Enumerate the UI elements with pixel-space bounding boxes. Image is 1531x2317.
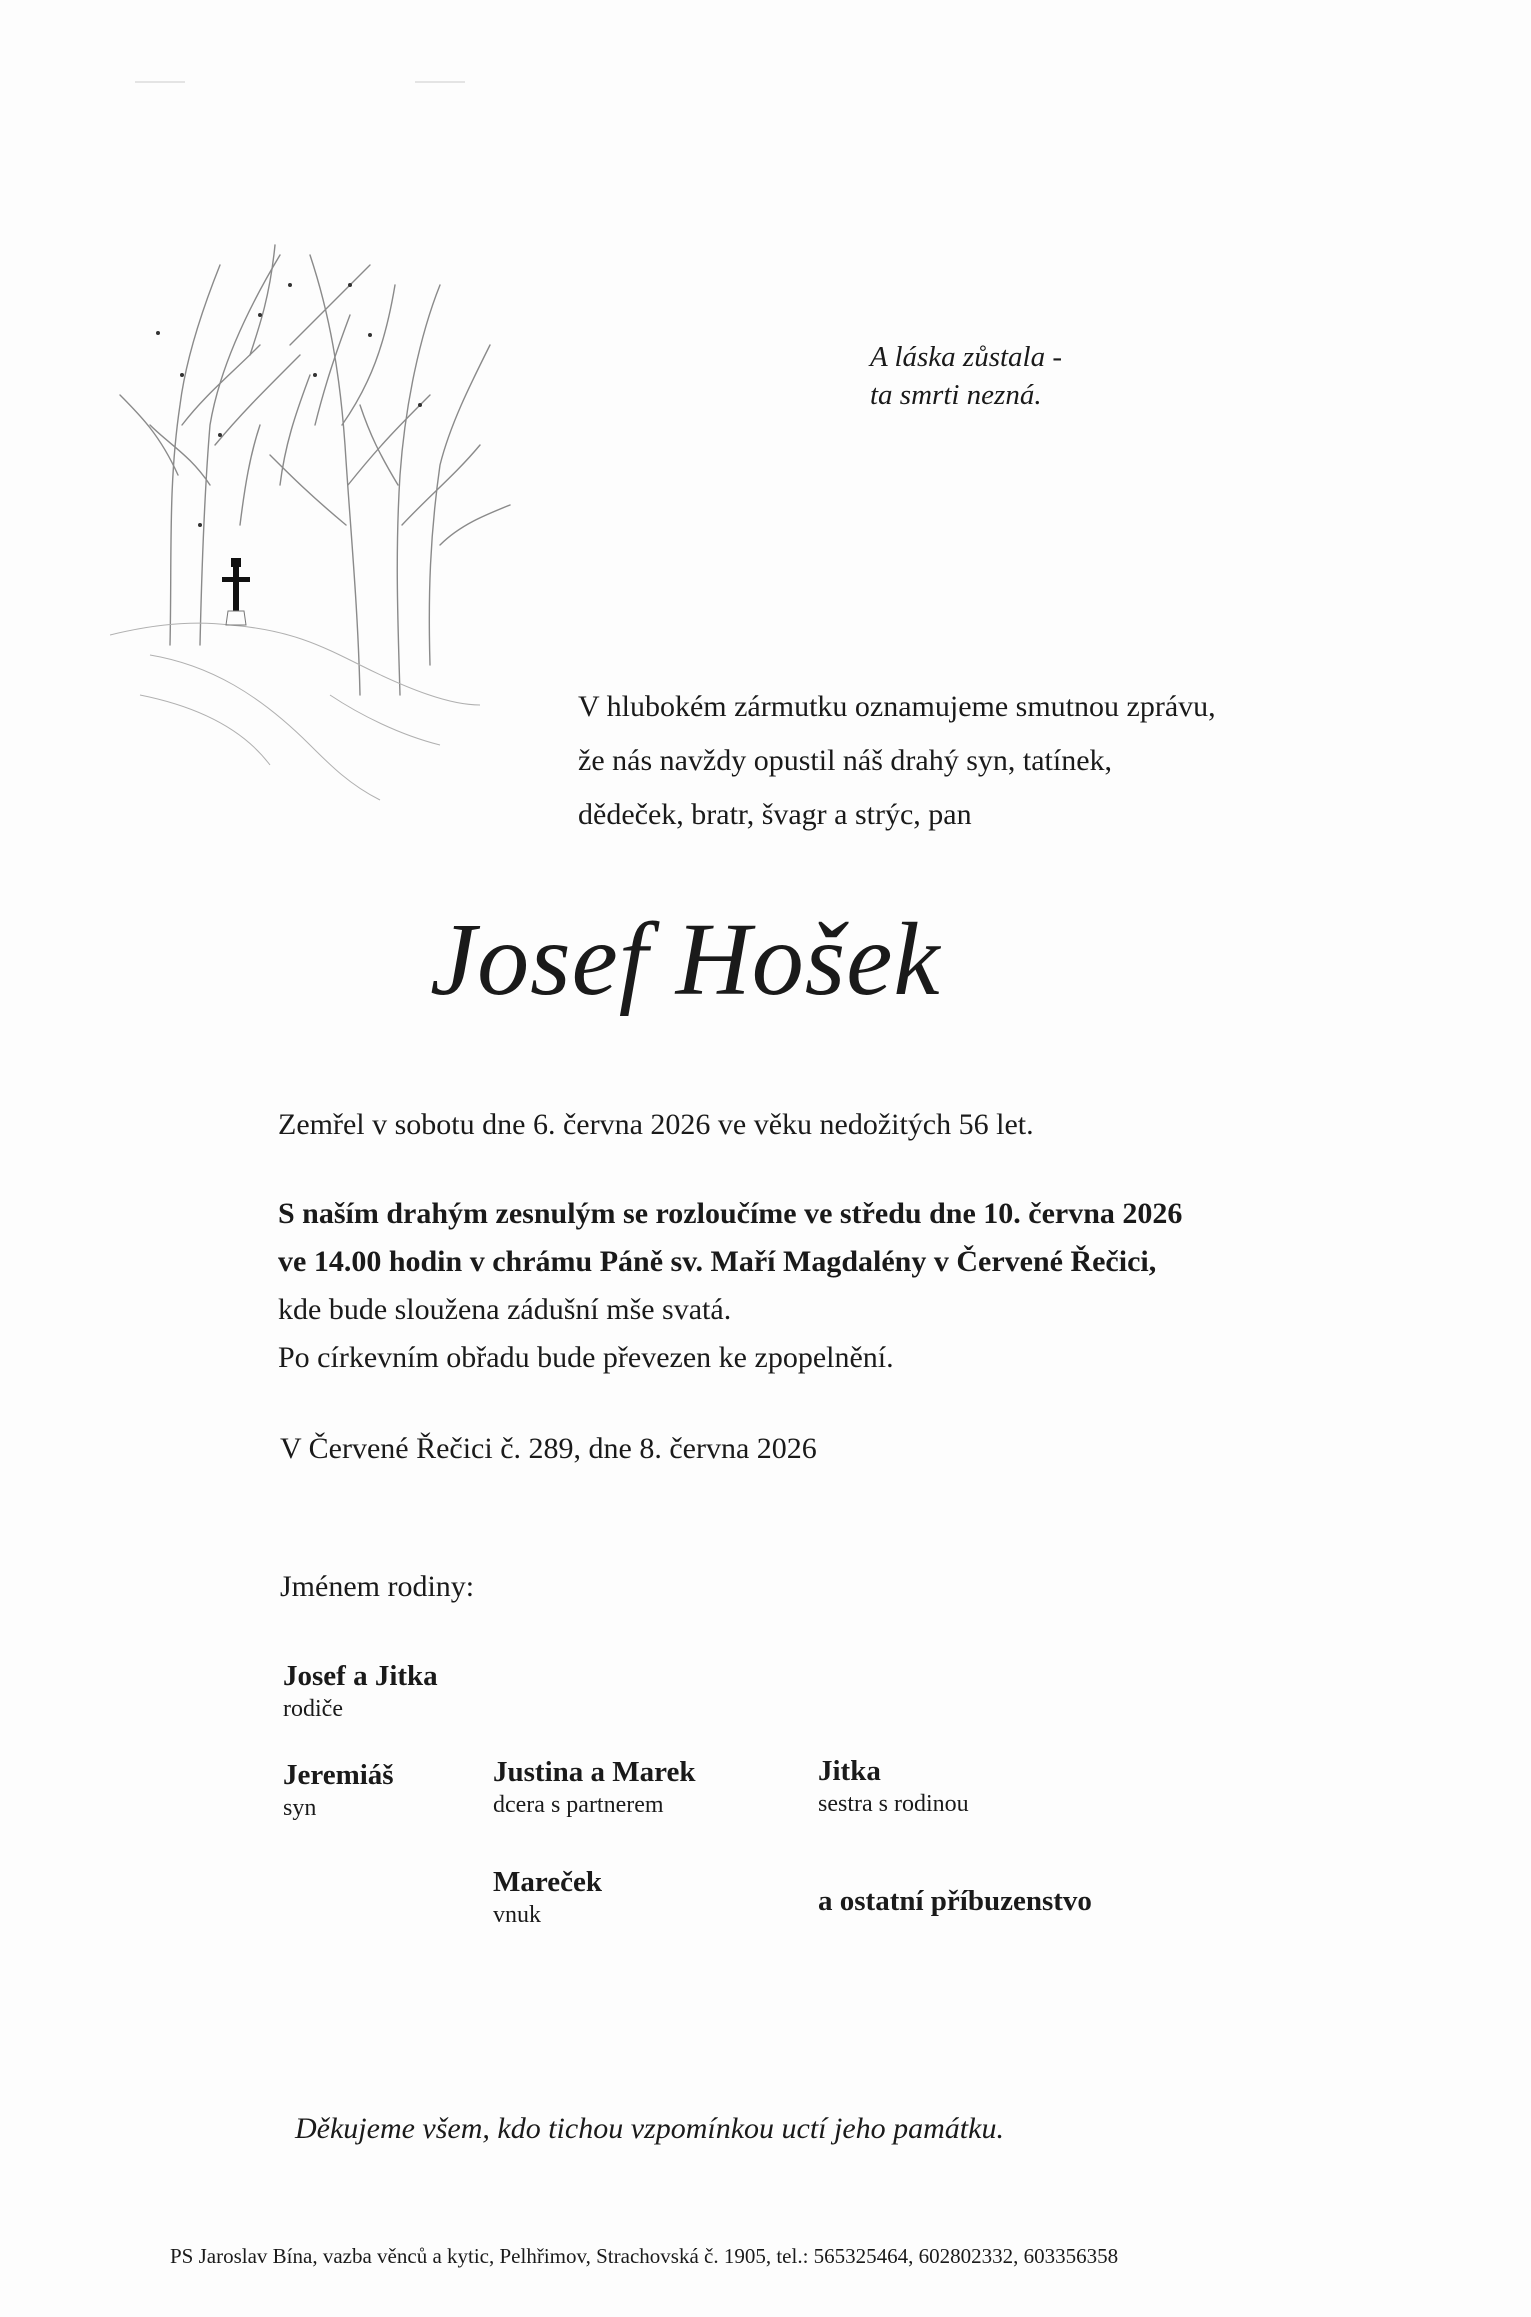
member-name: Jitka <box>818 1755 881 1787</box>
funeral-line-3: kde bude sloužena zádušní mše svatá. <box>278 1293 732 1326</box>
death-notice: Zemřel v sobotu dne 6. června 2026 ve věku nedožitých 56 let. <box>278 1108 1034 1141</box>
funeral-line-2: ve 14.00 hodin v chrámu Páně sv. Maří Magdalény v Červené Řečici, <box>278 1245 1157 1278</box>
printer-footer: PS Jaroslav Bína, vazba věnců a kytic, Pelhřimov, Strachovská č. 1905, tel.: 565325464, 602802332, 603356358 <box>170 2244 1119 2268</box>
other-relatives: a ostatní příbuzenstvo <box>818 1885 1092 1917</box>
funeral-details <box>278 1190 1182 1382</box>
family-member-son <box>283 1757 394 1823</box>
family-member-daughter <box>493 1754 695 1820</box>
epigraph-line-2: ta smrti nezná. <box>870 379 1042 411</box>
place-date: V Červené Řečici č. 289, dne 8. června 2026 <box>280 1432 817 1465</box>
family-member-sister <box>818 1753 969 1819</box>
deceased-name: Josef Hošek <box>430 902 941 1017</box>
family-member-parents <box>283 1658 438 1724</box>
funeral-line-4: Po církevním obřadu bude převezen ke zpopelnění. <box>278 1341 894 1374</box>
trees-cross-illustration <box>110 225 530 805</box>
member-role: syn <box>283 1795 317 1821</box>
member-role: rodiče <box>283 1696 343 1722</box>
member-name: Jeremiáš <box>283 1759 394 1791</box>
announcement-line-2: že nás navždy opustil náš drahý syn, tatínek, <box>578 744 1113 777</box>
family-intro: Jménem rodiny: <box>280 1570 475 1603</box>
member-role: vnuk <box>493 1902 541 1928</box>
member-name: Josef a Jitka <box>283 1660 438 1692</box>
family-member-grandson <box>493 1864 602 1930</box>
member-name: Justina a Marek <box>493 1756 696 1788</box>
funeral-line-1: S naším drahým zesnulým se rozloučíme ve středu dne 10. června 2026 <box>278 1197 1183 1230</box>
thanks-note: Děkujeme všem, kdo tichou vzpomínkou uctí jeho památku. <box>295 2112 1004 2145</box>
epigraph <box>870 338 1062 414</box>
member-role: sestra s rodinou <box>818 1791 969 1817</box>
announcement-line-3: dědeček, bratr, švagr a strýc, pan <box>578 798 972 831</box>
epigraph-line-1: A láska zůstala - <box>870 341 1062 373</box>
top-edge-mark <box>135 70 465 72</box>
member-role: dcera s partnerem <box>493 1792 664 1818</box>
announcement-line-1: V hlubokém zármutku oznamujeme smutnou zprávu, <box>578 690 1216 723</box>
announcement <box>578 680 1216 842</box>
member-name: Mareček <box>493 1866 602 1898</box>
